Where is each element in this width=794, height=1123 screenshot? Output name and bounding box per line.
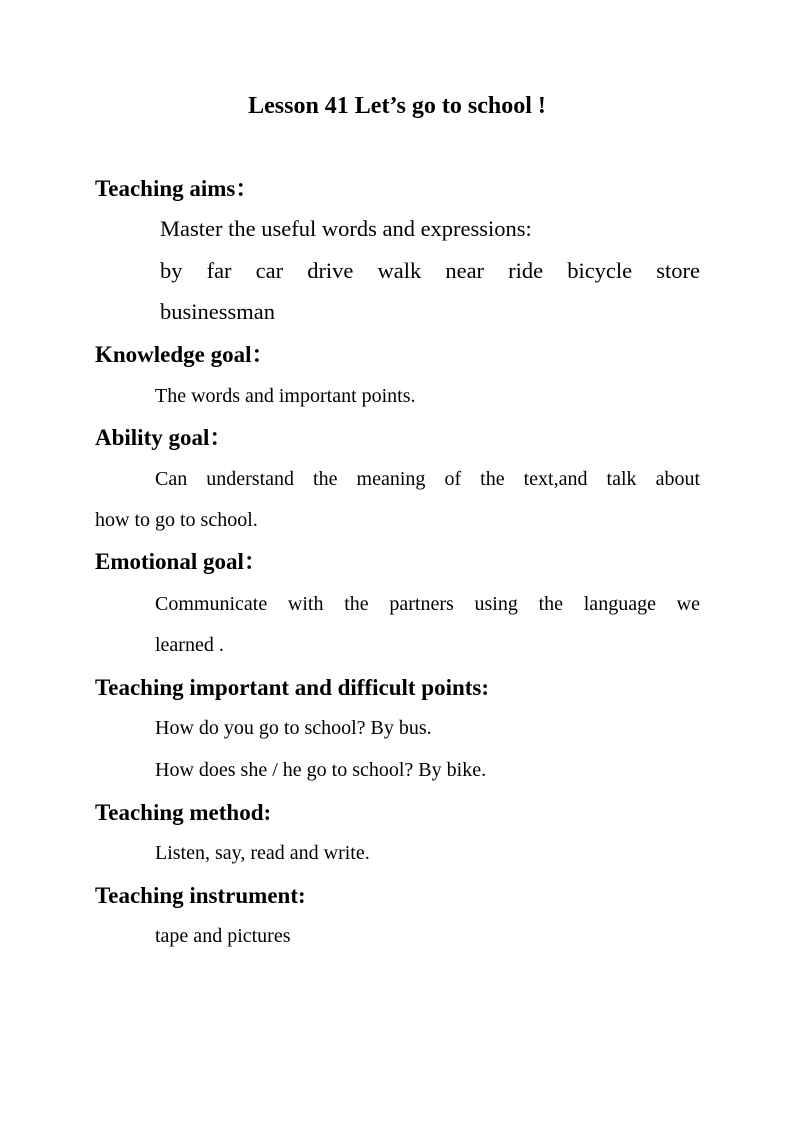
- vocab-word: walk: [377, 258, 422, 283]
- important-points-line-1: How do you go to school? By bus.: [155, 717, 432, 739]
- vocabulary-list: [160, 256, 700, 286]
- emotional-goal-line-2: learned .: [155, 634, 224, 656]
- teaching-aims-intro: Master the useful words and expressions:: [160, 216, 532, 241]
- vocab-word: car: [255, 258, 284, 283]
- lesson-title: Lesson 41 Let’s go to school !: [248, 93, 546, 119]
- emotional-goal-heading: Emotional goal：: [95, 549, 267, 574]
- vocab-word: ride: [508, 258, 544, 283]
- important-points-line-2: How does she / he go to school? By bike.: [155, 759, 487, 781]
- vocab-word: far: [206, 258, 232, 283]
- ability-goal-line-1: Can understand the meaning of the text,and talk about: [155, 468, 700, 490]
- vocab-word: near: [445, 258, 485, 283]
- ability-goal-heading: Ability goal：: [95, 425, 233, 450]
- teaching-instrument-heading: Teaching instrument:: [95, 883, 306, 908]
- knowledge-goal-heading: Knowledge goal：: [95, 342, 275, 367]
- knowledge-goal-text: The words and important points.: [155, 385, 416, 407]
- teaching-aims-heading: Teaching aims：: [95, 176, 259, 201]
- vocab-word: by: [160, 258, 183, 283]
- important-points-heading: Teaching important and difficult points:: [95, 675, 490, 700]
- teaching-instrument-text: tape and pictures: [155, 925, 291, 947]
- vocab-word: store: [656, 258, 700, 283]
- ability-goal-line-2: how to go to school.: [95, 509, 258, 531]
- emotional-goal-line-1: Communicate with the partners using the language we: [155, 593, 700, 615]
- teaching-method-heading: Teaching method:: [95, 800, 272, 825]
- vocab-word: bicycle: [567, 258, 633, 283]
- vocab-word: drive: [307, 258, 354, 283]
- teaching-method-text: Listen, say, read and write.: [155, 842, 370, 864]
- vocab-word-last: businessman: [160, 299, 275, 324]
